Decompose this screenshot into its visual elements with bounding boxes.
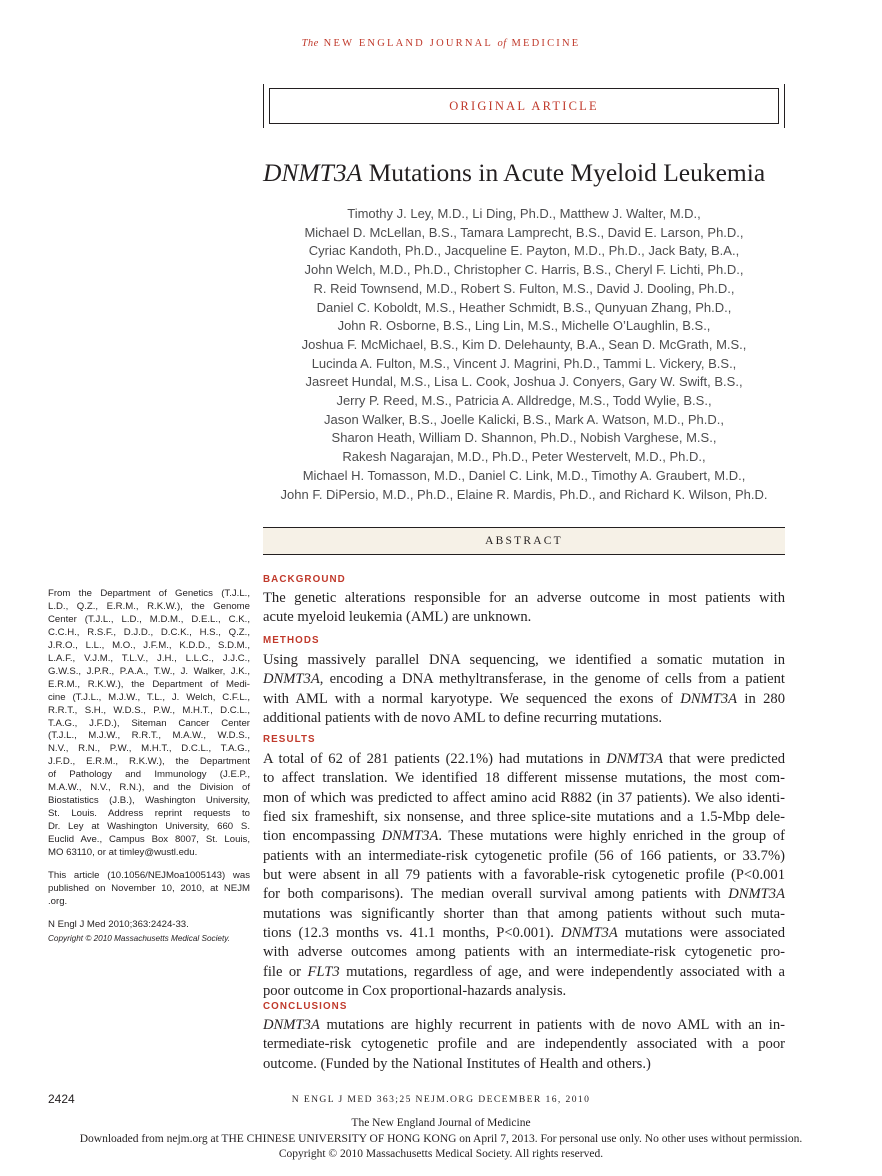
masthead-the: The bbox=[301, 38, 319, 49]
text-line: fied six frameshift, six nonsense, and three splice-site mutations and a 1.5-Mbp dele- bbox=[263, 809, 785, 826]
text-line: file or FLT3 mutations, regardless of age, and were independently associated with a bbox=[263, 963, 786, 980]
masthead-medicine: MEDICINE bbox=[511, 38, 581, 49]
text-line: but were absent in all 79 patients with a favorable-risk cytogenetic profile (P<0.001 bbox=[263, 867, 785, 884]
affiliation-line: Dr. Ley at Washington University, 660 S. bbox=[48, 821, 250, 833]
background-text bbox=[263, 589, 785, 628]
title-gene: DNMT3A bbox=[263, 158, 363, 187]
text-line: to affect translation. We identified 18 different missense mutations, the most com- bbox=[263, 770, 785, 787]
masthead-of: of bbox=[497, 38, 507, 49]
text-line: tions (12.3 months vs. 41.1 months, P<0.001). DNMT3A mutations were associated bbox=[263, 925, 785, 942]
author-line: Rakesh Nagarajan, M.D., Ph.D., Peter Westervelt, M.D., Ph.D., bbox=[342, 449, 706, 465]
text-line: poor outcome in Cox proportional-hazards analysis. bbox=[263, 983, 567, 1000]
article-type-label: ORIGINAL ARTICLE bbox=[269, 88, 779, 124]
title-rest: Mutations in Acute Myeloid Leukemia bbox=[362, 158, 766, 187]
download-notice-permission: Downloaded from nejm.org at THE CHINESE UNIVERSITY OF HONG KONG on April 7, 2013. For personal use only. No other uses without permission. bbox=[79, 1132, 803, 1145]
affiliation-line: Euclid Ave., Campus Box 8007, St. Louis, bbox=[48, 834, 250, 846]
text-line: with adverse outcomes among patients with an intermediate-risk cytogenetic pro- bbox=[263, 944, 785, 961]
text-line: termediate-risk cytogenetic profile and are independently associated with a poor bbox=[263, 1036, 785, 1053]
author-line: Cyriac Kandoth, Ph.D., Jacqueline E. Payton, M.D., Ph.D., Jack Baty, B.A., bbox=[308, 243, 740, 259]
text-line: The genetic alterations responsible for an adverse outcome in most patients with bbox=[263, 590, 785, 606]
text-line: additional patients with de novo AML to define recurring mutations. bbox=[263, 710, 663, 727]
author-list bbox=[263, 205, 785, 504]
author-line: John Welch, M.D., Ph.D., Christopher C. Harris, B.S., Cheryl F. Lichti, Ph.D., bbox=[304, 262, 744, 278]
author-line: R. Reid Townsend, M.D., Robert S. Fulton, M.S., David J. Dooling, Ph.D., bbox=[313, 280, 735, 296]
text-line: for both comparisons). The median overall survival among patients with DNMT3A bbox=[263, 886, 785, 903]
affiliation-line: L.A.F., V.J.M., T.L.V., J.H., L.L.C., J.J.C., bbox=[48, 652, 250, 664]
affiliation-line: Center (T.J.L., L.D., M.D.M., D.E.L., C.K., bbox=[48, 613, 250, 625]
download-notice-copyright: Copyright © 2010 Massachusetts Medical Society. All rights reserved. bbox=[278, 1148, 604, 1160]
author-line: Jerry P. Reed, M.S., Patricia A. Alldredge, M.S., Todd Wylie, B.S., bbox=[336, 393, 712, 409]
affiliation-line: of Pathology and Immunology (J.E.P., bbox=[48, 769, 250, 781]
text-line: outcome. (Funded by the National Institutes of Health and others.) bbox=[263, 1055, 651, 1072]
methods-text bbox=[263, 651, 785, 728]
article-title bbox=[263, 156, 823, 190]
text-line: DNMT3A, encoding a DNA methyltransferase, in the genome of cells from a patient bbox=[263, 671, 785, 688]
affiliation-line: From the Department of Genetics (T.J.L., bbox=[48, 588, 250, 599]
author-line: Sharon Heath, William D. Shannon, Ph.D., Nobish Varghese, M.S., bbox=[331, 430, 717, 446]
affiliation-line: L.D., Q.Z., E.R.M., R.K.W.), the Genome bbox=[48, 600, 250, 612]
affiliation-line: T.A.G., J.F.D.), Siteman Cancer Center bbox=[48, 717, 250, 729]
affiliation-line: cine (T.J.L., M.J.W., T.L., J. Welch, C.F.L., bbox=[48, 691, 250, 703]
affiliation-line: M.A.W., N.V., R.N.), and the Division of bbox=[48, 782, 250, 794]
author-line: Michael H. Tomasson, M.D., Daniel C. Link, M.D., Timothy A. Graubert, M.D., bbox=[302, 467, 746, 483]
abstract-heading: ABSTRACT bbox=[263, 527, 785, 555]
copyright-notice: Copyright © 2010 Massachusetts Medical Society. bbox=[48, 933, 230, 943]
author-line: Joshua F. McMichael, B.S., Kim D. Delehaunty, B.A., Sean D. McGrath, M.S., bbox=[301, 336, 747, 352]
affiliation-line: J.R.O., L.L., M.O., J.F.M., K.D.D., S.D.M., bbox=[48, 639, 250, 651]
background-heading: BACKGROUND bbox=[263, 574, 346, 585]
affiliation-line: (T.J.L., M.J.W., R.R.T., M.A.W., W.D.S., bbox=[48, 730, 250, 742]
citation: N Engl J Med 2010;363:2424-33. bbox=[48, 918, 189, 930]
methods-heading: METHODS bbox=[263, 635, 320, 646]
affiliation-line: Biostatistics (J.B.), Washington University, bbox=[48, 795, 250, 807]
text-line: acute myeloid leukemia (AML) are unknown. bbox=[263, 609, 532, 626]
author-line: Daniel C. Koboldt, M.S., Heather Schmidt, B.S., Qunyuan Zhang, Ph.D., bbox=[316, 299, 732, 315]
conclusions-text bbox=[263, 1016, 785, 1074]
affiliation-line: MO 63110, or at timley@wustl.edu. bbox=[48, 847, 198, 859]
page-number: 2424 bbox=[48, 1092, 75, 1106]
affiliation-line: R.R.T., S.H., W.D.S., P.W., M.H.T., D.C.L., bbox=[48, 704, 250, 716]
affiliation-line: St. Louis. Address reprint requests to bbox=[48, 808, 250, 820]
text-line: tion encompassing DNMT3A. These mutations were highly enriched in the group of bbox=[263, 828, 785, 845]
running-footer: N ENGL J MED 363;25 NEJM.ORG DECEMBER 16, 2010 bbox=[291, 1094, 591, 1105]
text-line: Using massively parallel DNA sequencing, we identified a somatic mutation in bbox=[263, 652, 785, 668]
text-line: mon of which was predicted to affect amino acid R882 (in 37 patients). We also identi- bbox=[263, 789, 785, 806]
affiliation-line: E.R.M., R.K.W.), the Department of Medi- bbox=[48, 678, 250, 690]
text-line: with AML with a normal karyotype. We sequenced the exons of DNMT3A in 280 bbox=[263, 690, 785, 707]
author-line: John F. DiPersio, M.D., Ph.D., Elaine R. Mardis, Ph.D., and Richard K. Wilson, Ph.D. bbox=[280, 486, 768, 502]
download-notice-title: The New England Journal of Medicine bbox=[351, 1117, 531, 1129]
text-line: mutations was significantly shorter than that among patients without such muta- bbox=[263, 905, 785, 922]
journal-masthead bbox=[0, 38, 882, 49]
affiliation-line: J.F.D., E.R.M., R.K.W.), the Department bbox=[48, 756, 250, 768]
author-line: Jasreet Hundal, M.S., Lisa L. Cook, Joshua J. Conyers, Gary W. Swift, B.S., bbox=[305, 374, 743, 390]
results-heading: RESULTS bbox=[263, 734, 316, 745]
author-line: Michael D. McLellan, B.S., Tamara Lamprecht, B.S., David E. Larson, Ph.D., bbox=[304, 224, 744, 240]
doi-line: This article (10.1056/NEJMoa1005143) was bbox=[48, 870, 250, 882]
masthead-journal: NEW ENGLAND JOURNAL bbox=[323, 38, 493, 49]
affiliation-line: N.V., R.N., P.W., M.H.T., D.C.L., T.A.G., bbox=[48, 743, 250, 755]
doi-line: published on November 10, 2010, at NEJM bbox=[48, 882, 250, 894]
affiliation-line: G.W.S., J.P.R., P.A.A., T.W., J. Walker, J.K., bbox=[48, 665, 250, 677]
author-line: John R. Osborne, B.S., Ling Lin, M.S., Michelle O’Laughlin, B.S., bbox=[337, 318, 711, 334]
text-line: A total of 62 of 281 patients (22.1%) had mutations in DNMT3A that were predicted bbox=[263, 751, 785, 767]
download-notice bbox=[0, 1116, 882, 1163]
text-line: patients with an intermediate-risk cytogenetic profile (56 of 166 patients, or 33.7%) bbox=[263, 847, 785, 864]
author-line: Timothy J. Ley, M.D., Li Ding, Ph.D., Matthew J. Walter, M.D., bbox=[347, 206, 701, 221]
author-line: Jason Walker, B.S., Joelle Kalicki, B.S., Mark A. Watson, M.D., Ph.D., bbox=[324, 411, 724, 427]
conclusions-heading: CONCLUSIONS bbox=[263, 1001, 348, 1012]
affiliation-line: C.C.H., R.S.F., D.J.D., D.C.K., H.S., Q.Z., bbox=[48, 626, 250, 638]
results-text bbox=[263, 750, 785, 1001]
doi-line: .org. bbox=[48, 895, 68, 907]
affiliations-sidebar bbox=[48, 588, 250, 946]
author-line: Lucinda A. Fulton, M.S., Vincent J. Magrini, Ph.D., Tammi L. Vickery, B.S., bbox=[311, 355, 737, 371]
article-type-frame bbox=[263, 84, 785, 128]
text-line: DNMT3A mutations are highly recurrent in patients with de novo AML with an in- bbox=[263, 1017, 785, 1033]
